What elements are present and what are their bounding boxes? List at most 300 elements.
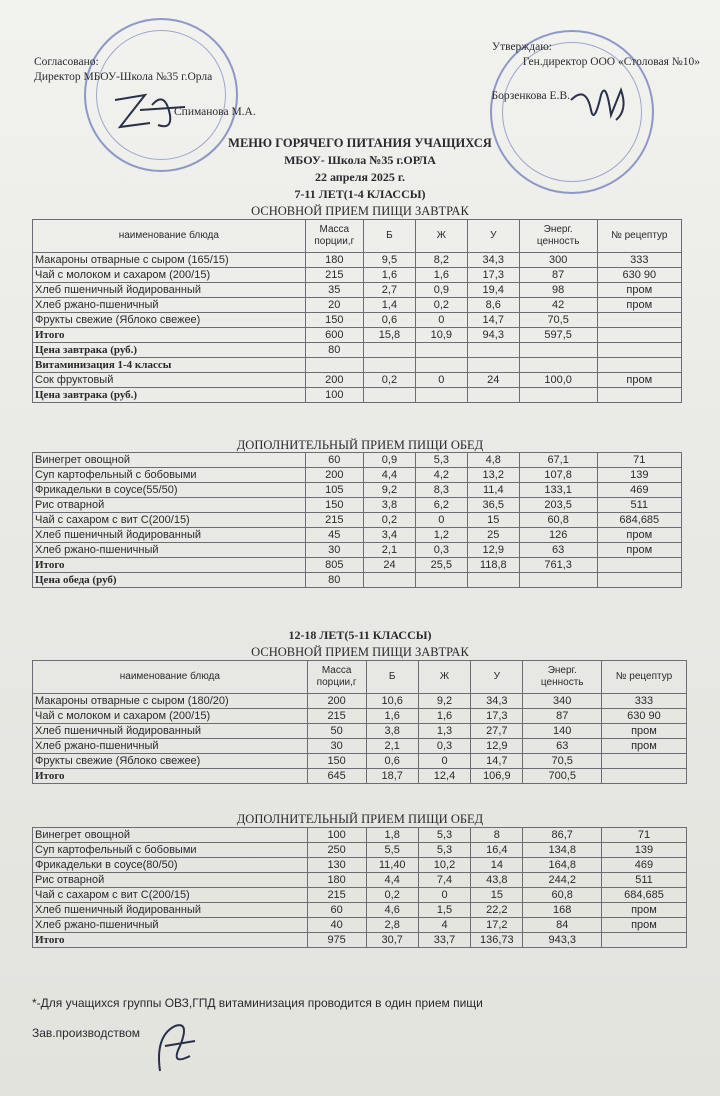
- title-date: 22 апреля 2025 г.: [314, 170, 406, 184]
- cell-value: [467, 343, 519, 358]
- cell-value: 2,8: [366, 918, 418, 933]
- table-row: [33, 754, 687, 769]
- cell-value: пром: [597, 298, 681, 313]
- column-header: № рецептур: [597, 220, 681, 253]
- cell-value: 35: [305, 283, 363, 298]
- cell-value: 1,8: [366, 828, 418, 843]
- group2-lunch-caption: ДОПОЛНИТЕЛЬНЫЙ ПРИЕМ ПИЩИ ОБЕД: [236, 812, 484, 826]
- signature-right: [566, 80, 636, 130]
- cell-value: 87: [519, 268, 597, 283]
- cell-value: 43,8: [471, 873, 523, 888]
- table-row: [33, 468, 682, 483]
- cell-value: 215: [307, 888, 366, 903]
- cell-value: 40: [307, 918, 366, 933]
- cell-value: 0: [415, 513, 467, 528]
- cell-value: 645: [307, 769, 366, 784]
- cell-value: 9,2: [418, 694, 470, 709]
- cell-value: [415, 358, 467, 373]
- cell-value: [519, 358, 597, 373]
- dish-name: Суп картофельный с бобовыми: [33, 468, 306, 483]
- cell-value: 630 90: [597, 268, 681, 283]
- dish-name: Хлеб ржано-пшеничный: [33, 918, 308, 933]
- table-row: [33, 483, 682, 498]
- cell-value: 7,4: [418, 873, 470, 888]
- group2-lunch-table: [32, 827, 687, 948]
- cell-value: 164,8: [523, 858, 601, 873]
- cell-value: 22,2: [471, 903, 523, 918]
- cell-value: 511: [601, 873, 686, 888]
- cell-value: 684,685: [601, 888, 686, 903]
- group1-lunch-caption: ДОПОЛНИТЕЛЬНЫЙ ПРИЕМ ПИЩИ ОБЕД: [236, 438, 484, 452]
- column-header: наименование блюда: [33, 661, 308, 694]
- column-header: Ж: [418, 661, 470, 694]
- cell-value: 71: [601, 828, 686, 843]
- approval-right: [410, 40, 700, 104]
- table-row: [33, 933, 687, 948]
- table-row: [33, 373, 682, 388]
- cell-value: 107,8: [519, 468, 597, 483]
- approval-left-position: Директор МБОУ-Школа №35 г.Орла: [34, 71, 213, 83]
- cell-value: 1,3: [418, 724, 470, 739]
- group2-breakfast-table: [32, 660, 687, 784]
- cell-value: 4,2: [415, 468, 467, 483]
- title-line1: МЕНЮ ГОРЯЧЕГО ПИТАНИЯ УЧАЩИХСЯ: [228, 136, 492, 150]
- cell-value: пром: [597, 373, 681, 388]
- column-header: У: [467, 220, 519, 253]
- cell-value: 16,4: [471, 843, 523, 858]
- table-row: [33, 283, 682, 298]
- cell-value: [519, 343, 597, 358]
- cell-value: 1,6: [415, 268, 467, 283]
- cell-value: [601, 769, 686, 784]
- cell-value: 24: [467, 373, 519, 388]
- cell-value: 106,9: [471, 769, 523, 784]
- column-header: № рецептур: [601, 661, 686, 694]
- dish-name: Хлеб ржано-пшеничный: [33, 298, 306, 313]
- cell-value: 4,6: [366, 903, 418, 918]
- cell-value: 600: [305, 328, 363, 343]
- cell-value: 30: [307, 739, 366, 754]
- table-row: [33, 313, 682, 328]
- table-row: [33, 388, 682, 403]
- cell-value: 86,7: [523, 828, 601, 843]
- cell-value: [364, 573, 416, 588]
- cell-value: 168: [523, 903, 601, 918]
- cell-value: [415, 343, 467, 358]
- table-row: [33, 253, 682, 268]
- cell-value: 0,6: [364, 313, 416, 328]
- cell-value: 1,4: [364, 298, 416, 313]
- cell-value: 10,9: [415, 328, 467, 343]
- cell-value: 36,5: [467, 498, 519, 513]
- cell-value: 80: [305, 573, 363, 588]
- cell-value: [305, 358, 363, 373]
- cell-value: 4,4: [366, 873, 418, 888]
- table-row: [33, 858, 687, 873]
- cell-value: 1,6: [366, 709, 418, 724]
- cell-value: 15: [467, 513, 519, 528]
- column-header: Ж: [415, 220, 467, 253]
- cell-value: 630 90: [601, 709, 686, 724]
- column-header: Масса порции,г: [307, 661, 366, 694]
- cell-value: 34,3: [471, 694, 523, 709]
- cell-value: 0,2: [364, 513, 416, 528]
- cell-value: 140: [523, 724, 601, 739]
- cell-value: 133,1: [519, 483, 597, 498]
- cell-value: 45: [305, 528, 363, 543]
- cell-value: 12,9: [467, 543, 519, 558]
- dish-name: Фрукты свежие (Яблоко свежее): [33, 754, 308, 769]
- cell-value: 100: [307, 828, 366, 843]
- cell-value: 98: [519, 283, 597, 298]
- cell-value: [519, 388, 597, 403]
- cell-value: 469: [597, 483, 681, 498]
- cell-value: [597, 573, 681, 588]
- cell-value: 10,6: [366, 694, 418, 709]
- cell-value: 150: [307, 754, 366, 769]
- dish-name: Чай с сахаром с вит С(200/15): [33, 513, 306, 528]
- group1-breakfast-caption: ОСНОВНОЙ ПРИЕМ ПИЩИ ЗАВТРАК: [251, 204, 469, 218]
- table-header-row: [33, 661, 687, 694]
- cell-value: 12,4: [418, 769, 470, 784]
- cell-value: 6,2: [415, 498, 467, 513]
- cell-value: 0,2: [366, 888, 418, 903]
- group2-breakfast-caption: ОСНОВНОЙ ПРИЕМ ПИЩИ ЗАВТРАК: [251, 645, 469, 659]
- dish-name: Рис отварной: [33, 873, 308, 888]
- cell-value: 0,3: [415, 543, 467, 558]
- cell-value: 11,40: [366, 858, 418, 873]
- dish-name: Фрукты свежие (Яблоко свежее): [33, 313, 306, 328]
- cell-value: 126: [519, 528, 597, 543]
- cell-value: 34,3: [467, 253, 519, 268]
- table-row: [33, 843, 687, 858]
- cell-value: 5,3: [415, 453, 467, 468]
- cell-value: 100,0: [519, 373, 597, 388]
- dish-name: Фрикадельки в соусе(80/50): [33, 858, 308, 873]
- cell-value: [597, 558, 681, 573]
- cell-value: 118,8: [467, 558, 519, 573]
- dish-name: Хлеб пшеничный йодированный: [33, 283, 306, 298]
- cell-value: 19,4: [467, 283, 519, 298]
- approval-right-position: Ген.директор ООО «Столовая №10»: [522, 56, 700, 68]
- footer-signature-label: Зав.производством: [32, 1026, 140, 1040]
- table-row: [33, 573, 682, 588]
- column-header: Б: [366, 661, 418, 694]
- cell-value: 2,1: [364, 543, 416, 558]
- cell-value: 700,5: [523, 769, 601, 784]
- cell-value: [519, 573, 597, 588]
- table-row: [33, 724, 687, 739]
- footer-note: *-Для учащихся группы ОВЗ,ГПД витаминизация проводится в один прием пищи: [32, 996, 483, 1010]
- cell-value: пром: [597, 543, 681, 558]
- cell-value: 2,7: [364, 283, 416, 298]
- table-row: [33, 298, 682, 313]
- cell-value: 11,4: [467, 483, 519, 498]
- table-row: [33, 769, 687, 784]
- cell-value: 94,3: [467, 328, 519, 343]
- cell-value: 200: [305, 373, 363, 388]
- dish-name: Винегрет овощной: [33, 453, 306, 468]
- dish-name: Цена завтрака (руб.): [33, 343, 306, 358]
- cell-value: 17,3: [467, 268, 519, 283]
- cell-value: 60: [305, 453, 363, 468]
- cell-value: 18,7: [366, 769, 418, 784]
- cell-value: 975: [307, 933, 366, 948]
- cell-value: 15,8: [364, 328, 416, 343]
- dish-name: Итого: [33, 328, 306, 343]
- cell-value: [415, 388, 467, 403]
- cell-value: 50: [307, 724, 366, 739]
- approval-right-label: Утверждаю:: [491, 41, 552, 53]
- table-row: [33, 358, 682, 373]
- cell-value: пром: [597, 528, 681, 543]
- cell-value: 215: [307, 709, 366, 724]
- table-row: [33, 453, 682, 468]
- dish-name: Фрикадельки в соусе(55/50): [33, 483, 306, 498]
- cell-value: 943,3: [523, 933, 601, 948]
- cell-value: 8,2: [415, 253, 467, 268]
- column-header: Масса порции,г: [305, 220, 363, 253]
- cell-value: 84: [523, 918, 601, 933]
- cell-value: [364, 358, 416, 373]
- title-line2: МБОУ- Школа №35 г.ОРЛА: [284, 153, 436, 167]
- cell-value: 1,6: [418, 709, 470, 724]
- dish-name: Макароны отварные с сыром (180/20): [33, 694, 308, 709]
- cell-value: 203,5: [519, 498, 597, 513]
- cell-value: 10,2: [418, 858, 470, 873]
- cell-value: [597, 388, 681, 403]
- cell-value: [467, 388, 519, 403]
- cell-value: 24: [364, 558, 416, 573]
- dish-name: Итого: [33, 558, 306, 573]
- cell-value: пром: [601, 724, 686, 739]
- dish-name: Цена обеда (руб): [33, 573, 306, 588]
- cell-value: [601, 754, 686, 769]
- cell-value: пром: [601, 918, 686, 933]
- cell-value: 14,7: [471, 754, 523, 769]
- cell-value: 805: [305, 558, 363, 573]
- dish-name: Итого: [33, 769, 308, 784]
- cell-value: 12,9: [471, 739, 523, 754]
- column-header: У: [471, 661, 523, 694]
- table-row: [33, 513, 682, 528]
- cell-value: 100: [305, 388, 363, 403]
- cell-value: 0: [415, 373, 467, 388]
- column-header: Б: [364, 220, 416, 253]
- table-row: [33, 268, 682, 283]
- cell-value: 333: [601, 694, 686, 709]
- table-row: [33, 828, 687, 843]
- signature-footer: [150, 1016, 200, 1076]
- table-header-row: [33, 220, 682, 253]
- dish-name: Хлеб пшеничный йодированный: [33, 724, 308, 739]
- approval-right-person: Борзенкова Е.В.: [491, 90, 570, 102]
- approval-left-person: Спиманова М.А.: [174, 106, 256, 118]
- cell-value: 0: [418, 754, 470, 769]
- cell-value: 4: [418, 918, 470, 933]
- group1-title: 7-11 ЛЕТ(1-4 КЛАССЫ): [294, 187, 426, 201]
- cell-value: 244,2: [523, 873, 601, 888]
- cell-value: 105: [305, 483, 363, 498]
- dish-name: Макароны отварные с сыром (165/15): [33, 253, 306, 268]
- cell-value: 60,8: [523, 888, 601, 903]
- cell-value: пром: [597, 283, 681, 298]
- cell-value: 60: [307, 903, 366, 918]
- cell-value: 200: [305, 468, 363, 483]
- cell-value: 20: [305, 298, 363, 313]
- cell-value: 0,2: [415, 298, 467, 313]
- cell-value: [364, 388, 416, 403]
- cell-value: 136,73: [471, 933, 523, 948]
- table-row: [33, 343, 682, 358]
- cell-value: 0,6: [366, 754, 418, 769]
- cell-value: 597,5: [519, 328, 597, 343]
- cell-value: 150: [305, 498, 363, 513]
- cell-value: 8,6: [467, 298, 519, 313]
- cell-value: 67,1: [519, 453, 597, 468]
- table-row: [33, 903, 687, 918]
- cell-value: 63: [519, 543, 597, 558]
- cell-value: пром: [601, 903, 686, 918]
- table-row: [33, 918, 687, 933]
- dish-name: Витаминизация 1-4 классы: [33, 358, 306, 373]
- table-row: [33, 873, 687, 888]
- cell-value: [597, 313, 681, 328]
- dish-name: Хлеб ржано-пшеничный: [33, 543, 306, 558]
- cell-value: 15: [471, 888, 523, 903]
- dish-name: Чай с молоком и сахаром (200/15): [33, 268, 306, 283]
- cell-value: [601, 933, 686, 948]
- cell-value: 0,3: [418, 739, 470, 754]
- cell-value: 340: [523, 694, 601, 709]
- cell-value: 761,3: [519, 558, 597, 573]
- cell-value: 9,5: [364, 253, 416, 268]
- dish-name: Хлеб пшеничный йодированный: [33, 528, 306, 543]
- group1-breakfast-table: [32, 219, 682, 403]
- approval-left-label: Согласовано:: [34, 56, 99, 68]
- cell-value: [597, 343, 681, 358]
- cell-value: 17,3: [471, 709, 523, 724]
- column-header: Энерг. ценность: [519, 220, 597, 253]
- cell-value: 3,4: [364, 528, 416, 543]
- cell-value: 14: [471, 858, 523, 873]
- cell-value: 150: [305, 313, 363, 328]
- dish-name: Чай с молоком и сахаром (200/15): [33, 709, 308, 724]
- cell-value: 70,5: [519, 313, 597, 328]
- cell-value: 1,6: [364, 268, 416, 283]
- cell-value: пром: [601, 739, 686, 754]
- cell-value: [467, 358, 519, 373]
- cell-value: 0: [418, 888, 470, 903]
- cell-value: 4,8: [467, 453, 519, 468]
- cell-value: 200: [307, 694, 366, 709]
- cell-value: 25,5: [415, 558, 467, 573]
- column-header: наименование блюда: [33, 220, 306, 253]
- group2-title: 12-18 ЛЕТ(5-11 КЛАССЫ): [288, 628, 432, 642]
- cell-value: 8: [471, 828, 523, 843]
- dish-name: Рис отварной: [33, 498, 306, 513]
- table-row: [33, 694, 687, 709]
- cell-value: 139: [597, 468, 681, 483]
- table-row: [33, 328, 682, 343]
- cell-value: 2,1: [366, 739, 418, 754]
- dish-name: Хлеб пшеничный йодированный: [33, 903, 308, 918]
- cell-value: 71: [597, 453, 681, 468]
- cell-value: 13,2: [467, 468, 519, 483]
- cell-value: 42: [519, 298, 597, 313]
- cell-value: 5,3: [418, 828, 470, 843]
- cell-value: 60,8: [519, 513, 597, 528]
- cell-value: 1,5: [418, 903, 470, 918]
- cell-value: [415, 573, 467, 588]
- cell-value: [597, 358, 681, 373]
- cell-value: 215: [305, 513, 363, 528]
- table-row: [33, 888, 687, 903]
- table-row: [33, 709, 687, 724]
- cell-value: 25: [467, 528, 519, 543]
- dish-name: Винегрет овощной: [33, 828, 308, 843]
- cell-value: 0,9: [415, 283, 467, 298]
- cell-value: 130: [307, 858, 366, 873]
- cell-value: 8,3: [415, 483, 467, 498]
- cell-value: 134,8: [523, 843, 601, 858]
- cell-value: 9,2: [364, 483, 416, 498]
- cell-value: 684,685: [597, 513, 681, 528]
- cell-value: [467, 573, 519, 588]
- cell-value: 215: [305, 268, 363, 283]
- cell-value: 70,5: [523, 754, 601, 769]
- cell-value: 3,8: [366, 724, 418, 739]
- cell-value: 1,2: [415, 528, 467, 543]
- dish-name: Чай с сахаром с вит С(200/15): [33, 888, 308, 903]
- group1-lunch-table: [32, 452, 682, 588]
- signature-left: [110, 85, 200, 135]
- dish-name: Суп картофельный с бобовыми: [33, 843, 308, 858]
- cell-value: 139: [601, 843, 686, 858]
- table-row: [33, 739, 687, 754]
- cell-value: [364, 343, 416, 358]
- cell-value: 63: [523, 739, 601, 754]
- cell-value: 469: [601, 858, 686, 873]
- table-row: [33, 528, 682, 543]
- cell-value: 27,7: [471, 724, 523, 739]
- dish-name: Итого: [33, 933, 308, 948]
- cell-value: 0,2: [364, 373, 416, 388]
- cell-value: 180: [307, 873, 366, 888]
- cell-value: 87: [523, 709, 601, 724]
- cell-value: 3,8: [364, 498, 416, 513]
- cell-value: 30,7: [366, 933, 418, 948]
- cell-value: 30: [305, 543, 363, 558]
- column-header: Энерг. ценность: [523, 661, 601, 694]
- cell-value: 14,7: [467, 313, 519, 328]
- cell-value: 33,7: [418, 933, 470, 948]
- table-row: [33, 558, 682, 573]
- cell-value: 333: [597, 253, 681, 268]
- cell-value: 0,9: [364, 453, 416, 468]
- dish-name: Сок фруктовый: [33, 373, 306, 388]
- cell-value: 0: [415, 313, 467, 328]
- cell-value: 80: [305, 343, 363, 358]
- cell-value: 250: [307, 843, 366, 858]
- cell-value: 300: [519, 253, 597, 268]
- cell-value: [597, 328, 681, 343]
- dish-name: Хлеб ржано-пшеничный: [33, 739, 308, 754]
- cell-value: 17,2: [471, 918, 523, 933]
- cell-value: 511: [597, 498, 681, 513]
- table-row: [33, 498, 682, 513]
- table-row: [33, 543, 682, 558]
